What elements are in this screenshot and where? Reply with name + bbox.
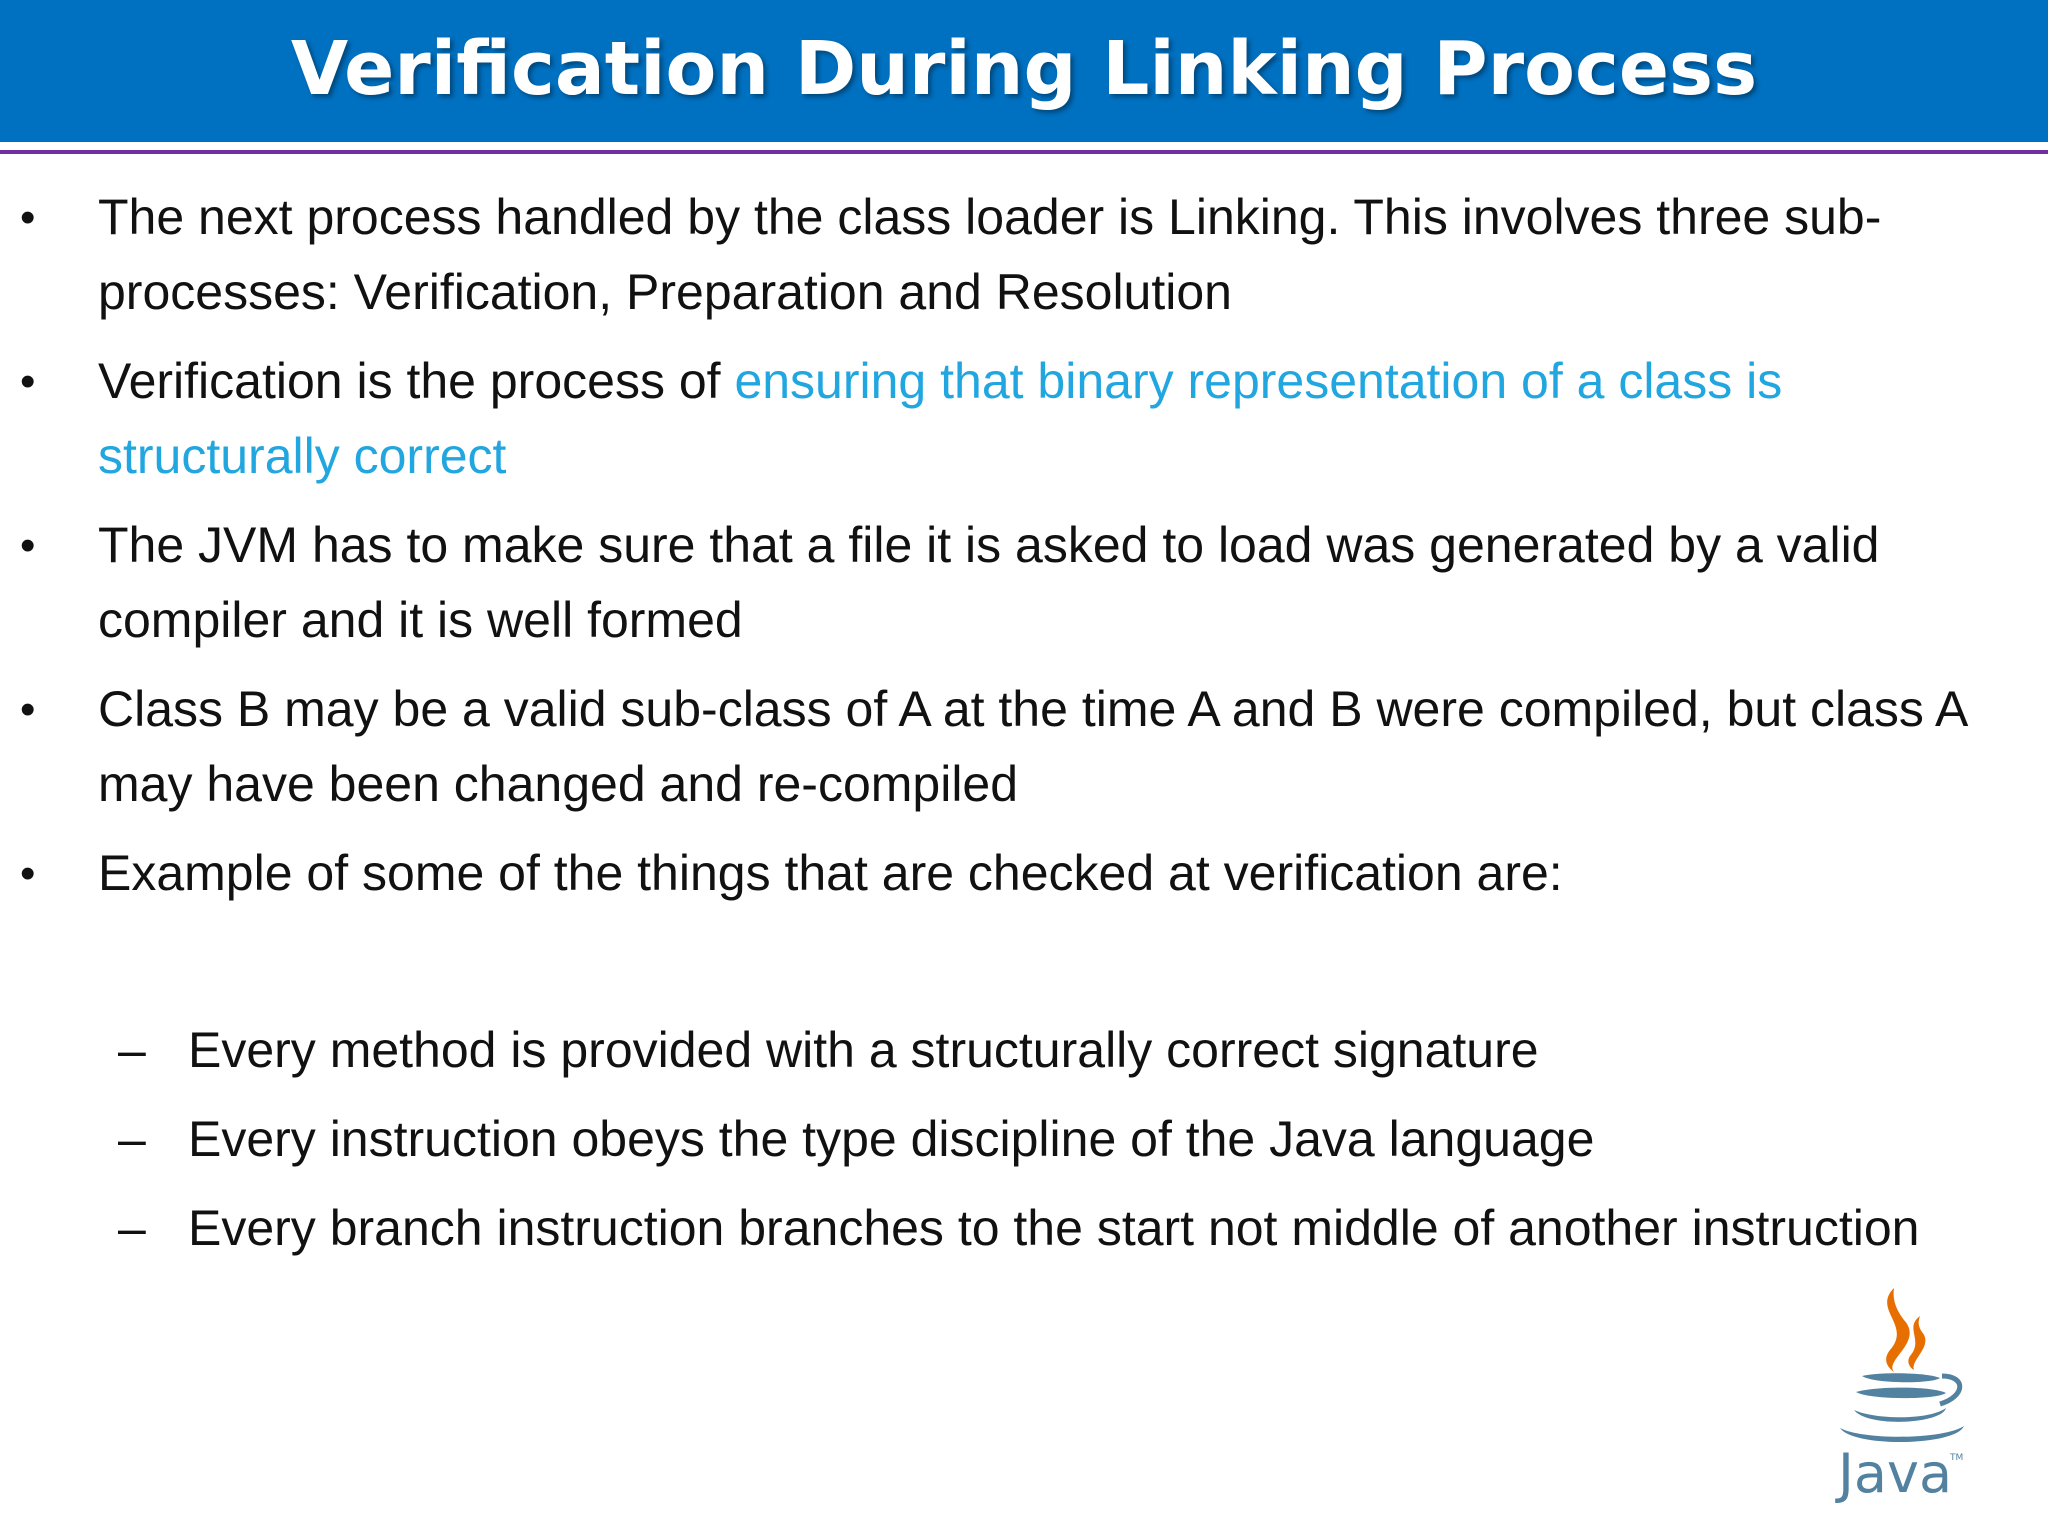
title-bar [0, 0, 2048, 142]
bullet-dot: • [20, 357, 36, 406]
divider-line [0, 150, 2048, 154]
divider-gap [0, 142, 2048, 150]
sub-bullet-dash: – [118, 1022, 146, 1078]
slide-title: Verification During Linking Process [290, 26, 1758, 112]
bullet-dot: • [20, 849, 36, 898]
bullet-item-5 [0, 836, 2048, 911]
spacer [0, 925, 2048, 1013]
bullet-text: Verification is the process of [98, 353, 735, 409]
java-trademark: TM [1950, 1453, 1964, 1463]
sub-bullet-text: Every branch instruction branches to the start not middle of another instruction [188, 1200, 1920, 1256]
java-wordmark: Java [1838, 1442, 1953, 1505]
java-logo [1832, 1280, 1972, 1510]
bullet-dot: • [20, 521, 36, 570]
java-coffee-cup-icon [1832, 1280, 1972, 1510]
bullet-item-4 [0, 672, 2048, 822]
bullet-text: The next process handled by the class loader is Linking. This involves three sub-processes: Verification, Preparation and Resolution [98, 189, 1882, 320]
sub-bullet-item-1 [0, 1013, 2048, 1088]
bullet-item-3 [0, 508, 2048, 658]
bullet-text-highlight: ensuring that binary representation of a class is structurally correct [98, 353, 1783, 484]
bullet-dot: • [20, 193, 36, 242]
slide-content [0, 180, 2048, 1280]
sub-bullet-item-3 [0, 1191, 2048, 1266]
sub-bullet-item-2 [0, 1102, 2048, 1177]
sub-bullet-text: Every method is provided with a structurally correct signature [188, 1022, 1539, 1078]
sub-bullet-dash: – [118, 1200, 146, 1256]
bullet-dot: • [20, 685, 36, 734]
bullet-item-2 [0, 344, 2048, 494]
bullet-text: Class B may be a valid sub-class of A at the time A and B were compiled, but class A may have been changed and re-compiled [98, 681, 1966, 812]
bullet-text: Example of some of the things that are checked at verification are: [98, 845, 1563, 901]
bullet-text: The JVM has to make sure that a file it is asked to load was generated by a valid compiler and it is well formed [98, 517, 1880, 648]
sub-bullet-text: Every instruction obeys the type discipline of the Java language [188, 1111, 1595, 1167]
sub-bullet-dash: – [118, 1111, 146, 1167]
bullet-item-1 [0, 180, 2048, 330]
